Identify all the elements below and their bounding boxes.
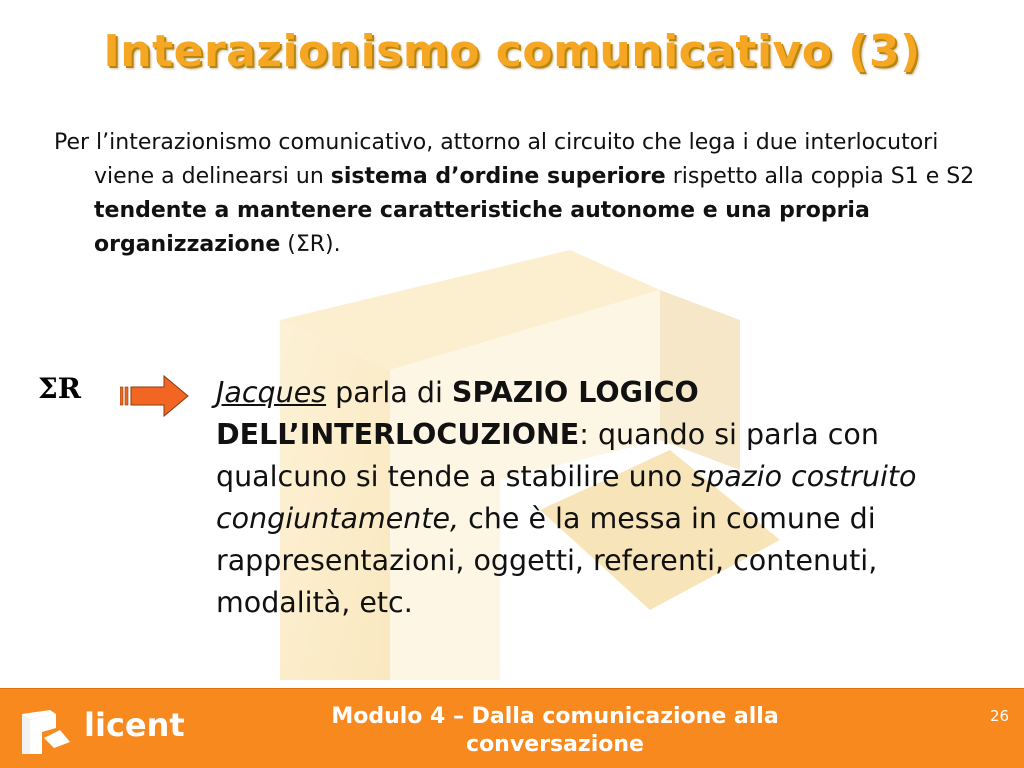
logo-text: licent xyxy=(84,706,185,744)
body-bold-1: SPAZIO LOGICO DELL’INTERLOCUZIONE xyxy=(216,376,699,451)
module-line-1: Modulo 4 – Dalla comunicazione alla xyxy=(331,704,779,729)
slide-title: Interazionismo comunicativo (3) xyxy=(103,26,921,77)
right-arrow-icon xyxy=(120,374,190,418)
intro-text-2: rispetto alla coppia S1 e S2 xyxy=(665,164,975,189)
intro-text-3: (ΣR). xyxy=(280,232,341,257)
intro-paragraph xyxy=(54,126,994,262)
body-italic-1: spazio costruito congiuntamente, xyxy=(216,460,917,535)
module-line-2: conversazione xyxy=(466,732,644,757)
intro-text-1: Per l’interazionismo comunicativo, attorno al circuito che lega i due interlocutori viene a delinearsi un xyxy=(54,130,939,189)
intro-bold-2: tendente a mantenere caratteristiche autonome e una propria organizzazione xyxy=(94,198,870,257)
sigma-r-label: ΣR xyxy=(38,372,82,405)
licent-logo-icon xyxy=(20,708,72,756)
main-paragraph xyxy=(216,372,996,624)
body-text-3: che è la messa in comune di rappresentazioni, oggetti, referenti, contenuti, modalità, etc. xyxy=(216,502,878,619)
body-text-1: parla di xyxy=(326,376,452,409)
module-title xyxy=(250,703,860,759)
body-text-2: : quando si parla con qualcuno si tende a stabilire uno xyxy=(216,418,879,493)
jacques-name: Jacques xyxy=(216,376,327,409)
page-number: 26 xyxy=(990,707,1010,725)
intro-bold-1: sistema d’ordine superiore xyxy=(330,164,666,189)
